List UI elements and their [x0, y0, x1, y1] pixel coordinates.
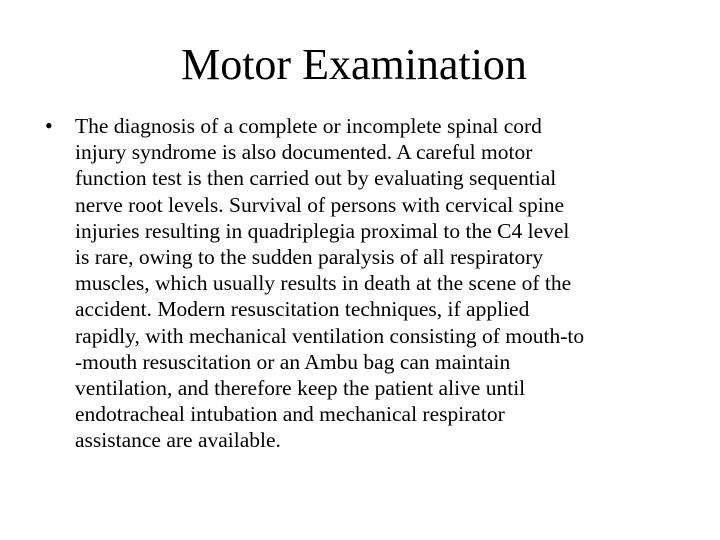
- bullet-text-line: assistance are available.: [75, 428, 281, 453]
- bullet-icon: •: [45, 113, 53, 138]
- bullet-text-line: rapidly, with mechanical ventilation consisting of mouth-to: [75, 323, 585, 348]
- bullet-text-line: The diagnosis of a complete or incomplete spinal cord: [75, 114, 542, 138]
- bullet-text-line: injuries resulting in quadriplegia proximal to the C4 level: [75, 218, 570, 243]
- bullet-text-line: accident. Modern resuscitation techniques, if applied: [75, 297, 530, 322]
- bullet-text-line: ventilation, and therefore keep the patient alive until: [75, 376, 526, 401]
- bullet-list: [45, 113, 685, 454]
- bullet-text-line: -mouth resuscitation or an Ambu bag can maintain: [75, 349, 511, 374]
- bullet-item: [45, 113, 685, 454]
- slide-title: Motor Examination: [181, 40, 527, 89]
- bullet-text-line: function test is then carried out by evaluating sequential: [75, 166, 557, 191]
- bullet-text-line: injury syndrome is also documented. A careful motor: [75, 140, 533, 165]
- bullet-text-line: endotracheal intubation and mechanical respirator: [75, 402, 505, 427]
- bullet-text-line: muscles, which usually results in death at the scene of the: [75, 271, 572, 296]
- bullet-text-line: is rare, owing to the sudden paralysis of all respiratory: [75, 245, 544, 270]
- bullet-text-line: nerve root levels. Survival of persons with cervical spine: [75, 192, 564, 217]
- bullet-text: [75, 113, 685, 454]
